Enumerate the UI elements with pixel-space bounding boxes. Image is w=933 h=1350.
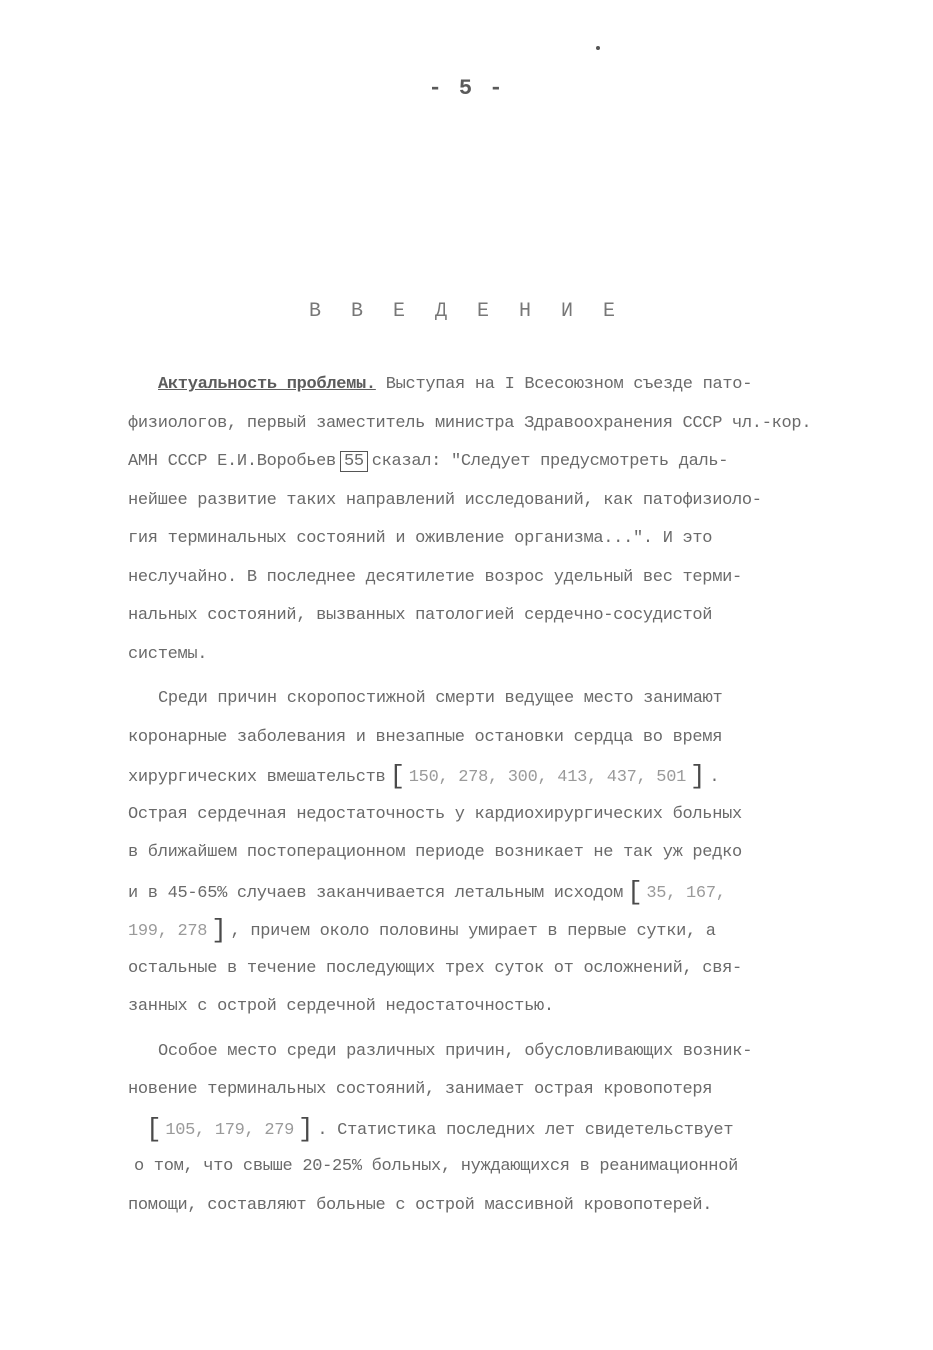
line-text: и в 45-65% случаев заканчивается летальным исходом [128,883,624,903]
paragraph-line: физиологов, первый заместитель министра Здравоохранения СССР чл.-кор. [128,413,812,433]
paragraph-line: нейшее развитие таких направлений исследований, как патофизиоло- [128,490,762,510]
line-text: , причем около половины умирает в первые сутки, а [230,922,716,941]
paragraph-line: в ближайшем постоперационном периоде возникает не так уж редко [128,843,742,862]
line-text: . [709,768,720,787]
line-text: хирургических вмешательств [128,768,386,787]
bracket-open: [ [146,1113,162,1144]
citation-reference: 105, 179, 279 [165,1120,295,1140]
bracket-close: ] [211,915,227,945]
citation-reference: 35, 167, [646,883,726,903]
paragraph-line: занных с острой сердечной недостаточностью. [128,997,554,1016]
paragraph-line: Особое место среди различных причин, обусловливающих возник- [158,1041,753,1061]
citation-reference: 55 [340,451,368,472]
paragraph-line: коронарные заболевания и внезапные остановки сердца во время [128,727,723,747]
paragraph-line [128,443,878,482]
bracket-open: [ [389,761,405,791]
line-text: Выступая на I Всесоюзном съезде пато- [375,375,753,394]
section-heading: В В Е Д Е Н И Е [308,300,625,323]
page-number: - 5 - [428,76,505,101]
line-text: сказал: "Следует предусмотреть даль- [371,452,729,471]
paragraph-line: остальные в течение последующих трех суток от осложнений, свя- [128,958,742,978]
citation-reference: 150, 278, 300, 413, 437, 501 [408,768,687,787]
body-text [128,366,878,1225]
line-text: . Статистика последних лет свидетельствует [317,1120,734,1140]
paragraph-line: новение терминальных состояний, занимает острая кровопотеря [128,1080,713,1099]
lead-phrase: Актуальность проблемы. [158,375,376,394]
bracket-open: [ [627,876,643,907]
paragraph-line: помощи, составляют больные с острой массивной кровопотерей. [128,1195,713,1215]
paragraph-line [128,1110,878,1149]
paragraph-line: Среди причин скоропостижной смерти ведущее место занимают [158,689,723,708]
paragraph-line: о том, что свыше 20-25% больных, нуждающихся в реанимационной [134,1157,739,1176]
paragraph-line: нальных состояний, вызванных патологией сердечно-сосудистой [128,606,713,625]
citation-reference: 199, 278 [128,922,208,941]
paragraph-line: неслучайно. В последнее десятилетие возрос удельный вес терми- [128,567,742,587]
bracket-close: ] [690,761,706,791]
paragraph-line: системы. [128,644,208,664]
paragraph-line [128,911,878,950]
bracket-close: ] [298,1113,314,1144]
paragraph-line: Острая сердечная недостаточность у кардиохирургических больных [128,804,742,824]
paragraph-line [128,366,878,405]
ink-dot [596,46,600,50]
line-text: АМН СССР Е.И.Воробьев [128,452,336,471]
paragraph-line [128,873,878,912]
paragraph-line [128,757,878,796]
paragraph-line: гия терминальных состояний и оживление организма...". И это [128,529,713,548]
